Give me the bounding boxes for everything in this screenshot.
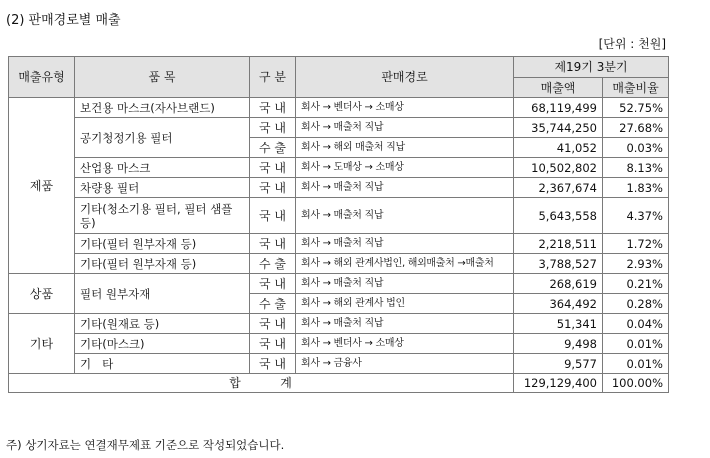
- sales-amount-cell: 51,341: [514, 314, 603, 334]
- division-cell: 국 내: [250, 98, 296, 118]
- sales-by-channel-table: [8, 56, 669, 393]
- footnote: 주) 상기자료는 연결재무제표 기준으로 작성되었습니다.: [6, 438, 285, 452]
- total-sales: 129,129,400: [514, 374, 603, 393]
- sales-route-cell: 회사 → 매출처 직납: [296, 178, 514, 198]
- sales-ratio-cell: 27.68%: [603, 118, 669, 138]
- product-cell: 기 타: [75, 354, 250, 374]
- sales-type-cell: 기타: [9, 314, 75, 374]
- sales-ratio-cell: 0.01%: [603, 354, 669, 374]
- sales-amount-cell: 10,502,802: [514, 158, 603, 178]
- sales-ratio-cell: 2.93%: [603, 254, 669, 274]
- sales-ratio-cell: 4.37%: [603, 198, 669, 234]
- sales-route-cell: 회사 → 매출처 직납: [296, 274, 514, 294]
- total-label: 합 계: [9, 374, 514, 393]
- sales-ratio-cell: 0.21%: [603, 274, 669, 294]
- division-cell: 국 내: [250, 198, 296, 234]
- table-row: [9, 118, 669, 138]
- table-row: [9, 98, 669, 118]
- sales-route-cell: 회사 → 매출처 직납: [296, 314, 514, 334]
- sales-type-cell: 상품: [9, 274, 75, 314]
- division-cell: 국 내: [250, 274, 296, 294]
- division-cell: 국 내: [250, 158, 296, 178]
- sales-amount-cell: 35,744,250: [514, 118, 603, 138]
- sales-route-cell: 회사 → 매출처 직납: [296, 198, 514, 234]
- sales-route-cell: 회사 → 해외 매출처 직납: [296, 138, 514, 158]
- division-cell: 국 내: [250, 354, 296, 374]
- division-cell: 국 내: [250, 118, 296, 138]
- division-cell: 국 내: [250, 334, 296, 354]
- sales-ratio-cell: 1.83%: [603, 178, 669, 198]
- sales-amount-cell: 41,052: [514, 138, 603, 158]
- sales-route-cell: 회사 → 매출처 직납: [296, 234, 514, 254]
- division-cell: 수 출: [250, 138, 296, 158]
- sales-route-cell: 회사 → 도매상 → 소매상: [296, 158, 514, 178]
- product-cell: 기타(마스크): [75, 334, 250, 354]
- sales-route-cell: 회사 → 해외 관계사 법인: [296, 294, 514, 314]
- total-row: [9, 374, 669, 393]
- product-cell: 기타(필터 원부자재 등): [75, 234, 250, 254]
- sales-ratio-cell: 1.72%: [603, 234, 669, 254]
- division-cell: 국 내: [250, 234, 296, 254]
- header-sales-ratio: 매출비율: [603, 78, 669, 98]
- table-row: [9, 314, 669, 334]
- table-row: [9, 234, 669, 254]
- sales-amount-cell: 268,619: [514, 274, 603, 294]
- sales-amount-cell: 9,498: [514, 334, 603, 354]
- product-cell: 차량용 필터: [75, 178, 250, 198]
- sales-amount-cell: 2,367,674: [514, 178, 603, 198]
- unit-label: [단위 : 천원]: [598, 37, 666, 51]
- sales-amount-cell: 3,788,527: [514, 254, 603, 274]
- total-ratio: 100.00%: [603, 374, 669, 393]
- sales-route-cell: 회사 → 벤더사 → 소매상: [296, 334, 514, 354]
- sales-ratio-cell: 0.01%: [603, 334, 669, 354]
- product-cell: 필터 원부자재: [75, 274, 250, 314]
- table-row: [9, 158, 669, 178]
- product-cell: 기타(원재료 등): [75, 314, 250, 334]
- table-row: [9, 354, 669, 374]
- sales-amount-cell: 364,492: [514, 294, 603, 314]
- product-cell: 공기청정기용 필터: [75, 118, 250, 158]
- division-cell: 수 출: [250, 254, 296, 274]
- table-row: [9, 198, 669, 234]
- header-division: 구 분: [250, 57, 296, 98]
- product-cell: 산업용 마스크: [75, 158, 250, 178]
- division-cell: 국 내: [250, 314, 296, 334]
- section-title: (2) 판매경로별 매출: [6, 13, 121, 28]
- sales-route-cell: 회사 → 금융사: [296, 354, 514, 374]
- header-product: 품 목: [75, 57, 250, 98]
- division-cell: 국 내: [250, 178, 296, 198]
- sales-amount-cell: 5,643,558: [514, 198, 603, 234]
- table-row: [9, 254, 669, 274]
- product-cell: 기타(필터 원부자재 등): [75, 254, 250, 274]
- sales-amount-cell: 9,577: [514, 354, 603, 374]
- header-period: 제19기 3분기: [514, 57, 669, 78]
- sales-ratio-cell: 0.03%: [603, 138, 669, 158]
- sales-amount-cell: 68,119,499: [514, 98, 603, 118]
- table-row: [9, 274, 669, 294]
- header-sales-type: 매출유형: [9, 57, 75, 98]
- header-sales-route: 판매경로: [296, 57, 514, 98]
- sales-ratio-cell: 52.75%: [603, 98, 669, 118]
- header-sales-amount: 매출액: [514, 78, 603, 98]
- table-row: [9, 334, 669, 354]
- sales-route-cell: 회사 → 벤더사 → 소매상: [296, 98, 514, 118]
- sales-type-cell: 제품: [9, 98, 75, 274]
- sales-ratio-cell: 0.04%: [603, 314, 669, 334]
- sales-ratio-cell: 8.13%: [603, 158, 669, 178]
- product-cell: 보건용 마스크(자사브랜드): [75, 98, 250, 118]
- sales-route-cell: 회사 → 매출처 직납: [296, 118, 514, 138]
- sales-ratio-cell: 0.28%: [603, 294, 669, 314]
- table-row: [9, 178, 669, 198]
- sales-amount-cell: 2,218,511: [514, 234, 603, 254]
- division-cell: 수 출: [250, 294, 296, 314]
- product-cell: 기타(청소기용 필터, 필터 샘플 등): [75, 198, 250, 234]
- sales-route-cell: 회사 → 해외 관계사법인, 해외매출처 →매출처: [296, 254, 514, 274]
